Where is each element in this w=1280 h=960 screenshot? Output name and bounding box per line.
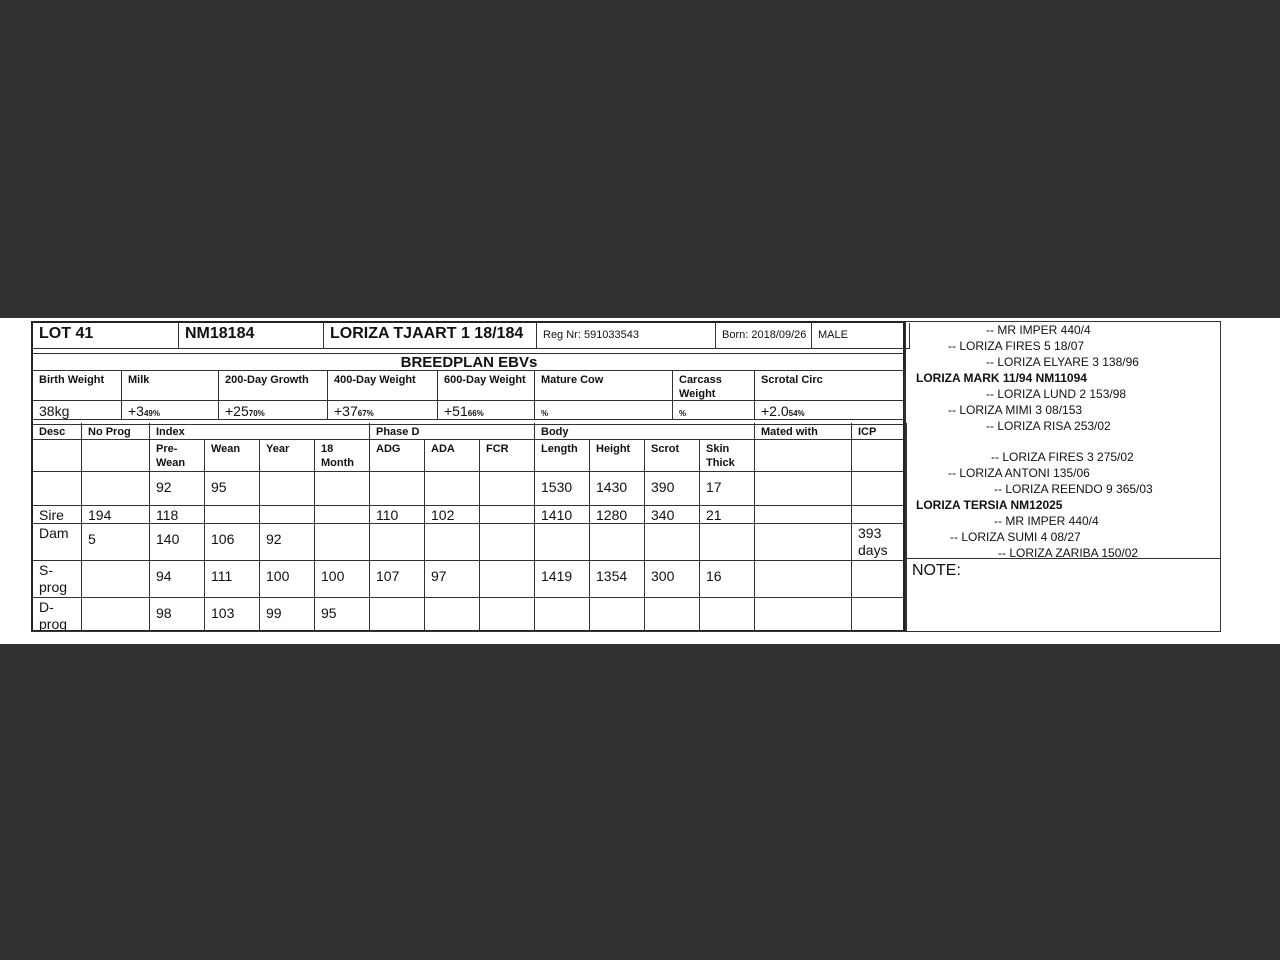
table-cell [480,472,535,506]
table-cell: 1410 [535,506,590,524]
ebv-value-4 [438,401,535,420]
table-cell: Sire [33,506,82,524]
sub-header-5: 18 Month [315,440,370,472]
ebv-value-6 [673,401,755,420]
table-cell [535,524,590,561]
pedigree-ancestor: -- MR IMPER 440/4 [994,514,1099,528]
table-cell [852,472,907,506]
group-header-6: ICP [852,423,907,440]
table-cell: 393 days [852,524,907,561]
table-cell [755,472,852,506]
table-cell: 97 [425,561,480,598]
sub-header-3: Wean [205,440,260,472]
ebv-percent: 70% [248,409,265,418]
ebv-label-4: 600-Day Weight [438,371,535,401]
table-cell: 107 [370,561,425,598]
lot-sheet [0,318,1280,644]
pedigree-panel [905,321,1221,632]
ebv-value-1 [122,401,219,420]
table-cell: 16 [700,561,755,598]
table-cell: 1419 [535,561,590,598]
ebv-value-text: +3 [128,403,144,419]
group-header-3: Phase D [370,423,535,440]
table-cell [205,506,260,524]
pedigree-ancestor: -- LORIZA ZARIBA 150/02 [998,546,1139,560]
group-header-5: Mated with [755,423,852,440]
group-header-4: Body [535,423,755,440]
table-cell [535,598,590,632]
sub-header-13 [755,440,852,472]
sub-header-4: Year [260,440,315,472]
ebv-title: BREEDPLAN EBVs [33,352,905,371]
pedigree-ancestor: -- LORIZA REENDO 9 365/03 [994,482,1153,496]
ebv-percent: 49% [143,409,160,418]
ebv-label-6: Carcass Weight [673,371,755,401]
table-cell: 340 [645,506,700,524]
table-cell [480,561,535,598]
pedigree-ancestor: -- LORIZA RISA 253/02 [986,419,1111,433]
pedigree-ancestor: -- LORIZA ELYARE 3 138/96 [986,355,1139,369]
table-cell [315,524,370,561]
table-cell: 100 [315,561,370,598]
table-cell [370,598,425,632]
table-cell: 99 [260,598,315,632]
table-cell [82,561,150,598]
ebv-value-text: +37 [334,403,358,419]
table-cell: 92 [150,472,205,506]
header-id: NM18184 [179,323,324,349]
pedigree-ancestor: -- LORIZA LUND 2 153/98 [986,387,1127,401]
sub-header-0 [33,440,82,472]
sub-header-14 [852,440,907,472]
ebv-value-0 [33,401,122,420]
ebv-label-5: Mature Cow [535,371,673,401]
table-cell: D-prog [33,598,82,632]
ebv-percent: 67% [357,409,374,418]
table-cell [425,598,480,632]
header-sex: MALE [812,323,910,349]
table-cell [33,472,82,506]
table-cell: 106 [205,524,260,561]
pedigree-parent: LORIZA MARK 11/94 NM11094 [916,371,1087,385]
ebv-value-text: 38kg [39,403,70,419]
sub-header-1 [82,440,150,472]
table-cell [82,472,150,506]
table-cell: 1430 [590,472,645,506]
header-name: LORIZA TJAART 1 18/184 [324,323,537,349]
table-cell: 1354 [590,561,645,598]
header-born: Born: 2018/09/26 [716,323,812,349]
sub-header-10: Height [590,440,645,472]
table-cell: 5 [82,524,150,561]
table-cell: 1530 [535,472,590,506]
table-cell [755,561,852,598]
ebv-value-text: +2.0 [761,403,789,419]
table-cell [425,472,480,506]
table-cell [645,598,700,632]
sub-header-7: ADA [425,440,480,472]
table-cell: 1280 [590,506,645,524]
table-cell: 390 [645,472,700,506]
pedigree-ancestor: -- LORIZA MIMI 3 08/153 [948,403,1083,417]
ebv-value-7 [755,401,905,420]
table-cell [852,598,907,632]
ebv-value-5 [535,401,673,420]
pedigree-ancestor: -- MR IMPER 440/4 [986,323,1091,337]
table-cell [370,472,425,506]
pedigree-ancestor: -- LORIZA ANTONI 135/06 [948,466,1090,480]
lot-card [31,321,905,632]
ebv-value-text: +51 [444,403,468,419]
ebv-label-2: 200-Day Growth [219,371,328,401]
ebv-label-1: Milk [122,371,219,401]
table-cell [480,598,535,632]
table-cell: 17 [700,472,755,506]
note-divider [906,558,1220,559]
table-cell [590,598,645,632]
pedigree-ancestor: -- LORIZA SUMI 4 08/27 [950,530,1081,544]
pedigree-ancestor: -- LORIZA FIRES 5 18/07 [948,339,1085,353]
ebv-percent: 54% [788,409,805,418]
table-cell: 95 [315,598,370,632]
header-lot: LOT 41 [33,323,179,349]
group-header-2: Index [150,423,370,440]
table-cell [425,524,480,561]
table-cell [370,524,425,561]
table-cell [480,524,535,561]
ebv-percent: % [541,409,549,418]
ebv-percent: 66% [467,409,484,418]
table-cell [755,524,852,561]
table-cell: 194 [82,506,150,524]
table-cell [480,506,535,524]
table-cell [82,598,150,632]
note-label: NOTE: [912,562,961,579]
ebv-value-2 [219,401,328,420]
table-cell: 140 [150,524,205,561]
table-cell: 21 [700,506,755,524]
sub-header-8: FCR [480,440,535,472]
pedigree-ancestor: -- LORIZA FIRES 3 275/02 [991,450,1134,464]
group-header-1: No Prog [82,423,150,440]
ebv-label-7: Scrotal Circ [755,371,905,401]
table-cell [315,506,370,524]
table-cell: 118 [150,506,205,524]
table-cell [852,561,907,598]
sub-header-12: Skin Thick [700,440,755,472]
sub-header-6: ADG [370,440,425,472]
table-cell: Dam [33,524,82,561]
table-cell [755,598,852,632]
table-cell [852,506,907,524]
sub-header-11: Scrot [645,440,700,472]
table-cell: 300 [645,561,700,598]
sub-header-2: Pre-Wean [150,440,205,472]
sub-header-9: Length [535,440,590,472]
pedigree-parent: LORIZA TERSIA NM12025 [916,498,1063,512]
table-cell: 102 [425,506,480,524]
ebv-label-0: Birth Weight [33,371,122,401]
table-cell: 98 [150,598,205,632]
table-cell: 110 [370,506,425,524]
ebv-percent: % [679,409,687,418]
table-cell: 92 [260,524,315,561]
ebv-label-3: 400-Day Weight [328,371,438,401]
group-header-0: Desc [33,423,82,440]
table-cell: 100 [260,561,315,598]
table-cell: S-prog [33,561,82,598]
table-cell [645,524,700,561]
ebv-value-3 [328,401,438,420]
table-cell: 103 [205,598,260,632]
table-cell [315,472,370,506]
table-cell: 94 [150,561,205,598]
table-cell [755,506,852,524]
table-cell: 95 [205,472,260,506]
ebv-value-text: +25 [225,403,249,419]
table-cell [590,524,645,561]
table-cell: 111 [205,561,260,598]
table-cell [260,472,315,506]
table-cell [700,598,755,632]
header-reg: Reg Nr: 591033543 [537,323,716,349]
table-cell [700,524,755,561]
table-cell [260,506,315,524]
